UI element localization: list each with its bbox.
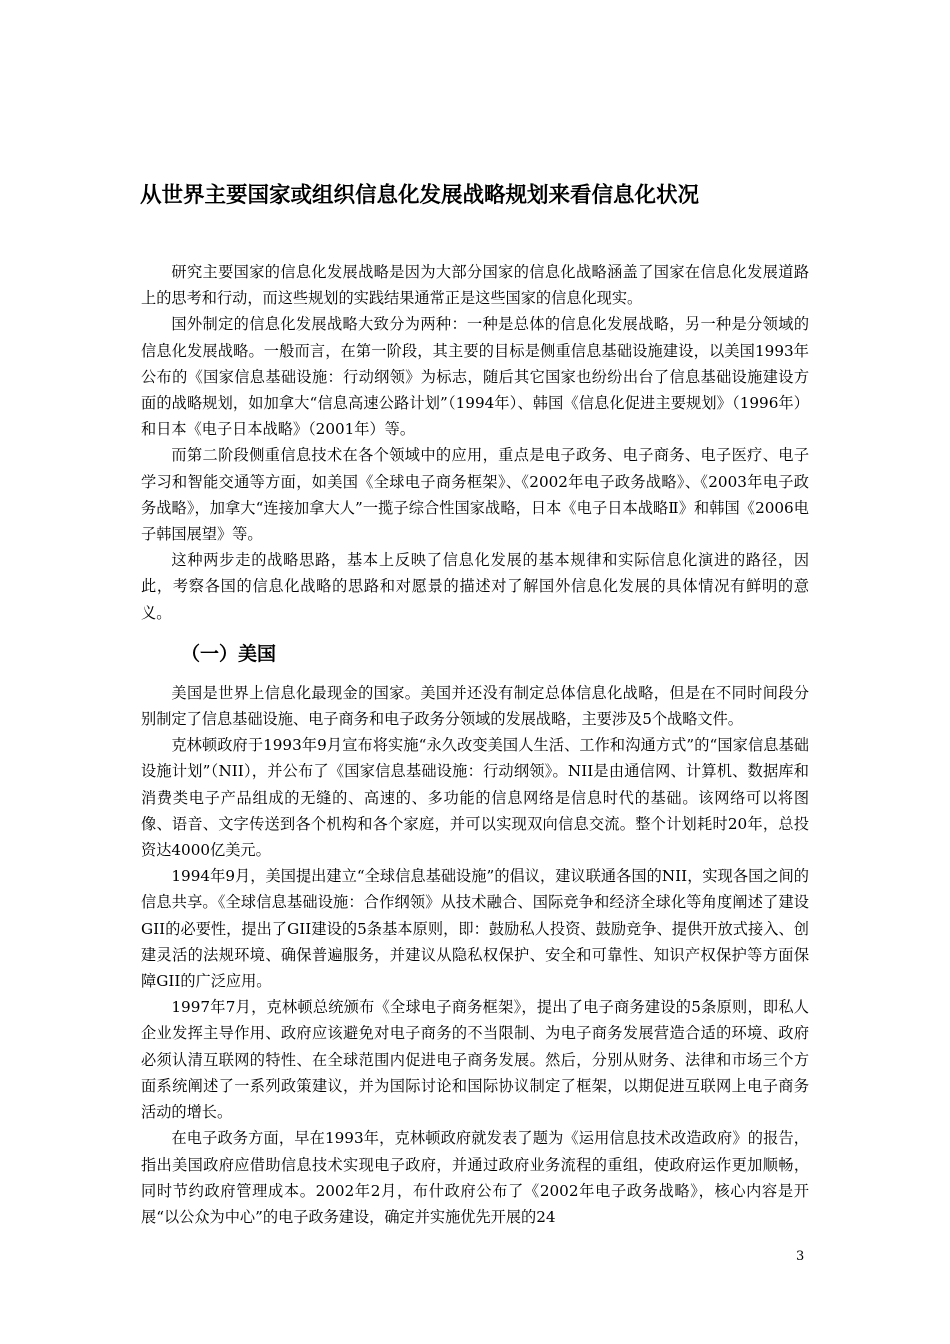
page-number: 3 (796, 1249, 805, 1264)
section-paragraph-2: 克林顿政府于1993年9月宣布将实施“永久改变美国人生活、工作和沟通方式”的“国家信息基础设施计划”（NII），并公布了《国家信息基础设施：行动纲领》。NII是由通信网、计算机、数据库和消费类电子产品组成的无缝的、高速的、多功能的信息网络是信息时代的基础。该网络可以将图像、语音、文字传送到各个机构和各个家庭，并可以实现双向信息交流。整个计划耗时20年，总投资达4000亿美元。 (141, 736, 809, 860)
section-paragraph-4: 1997年7月，克林顿总统颁布《全球电子商务框架》，提出了电子商务建设的5条原则，即私人企业发挥主导作用、政府应该避免对电子商务的不当限制、为电子商务发展营造合适的环境、政府必须认清互联网的特性、在全球范围内促进电子商务发展。然后，分别从财务、法律和市场三个方面系统阐述了一系列政策建议，并为国际讨论和国际协议制定了框架，以期促进互联网上电子商务活动的增长。 (141, 998, 809, 1122)
intro-paragraph-4: 这种两步走的战略思路，基本上反映了信息化发展的基本规律和实际信息化演进的路径，因此，考察各国的信息化战略的思路和对愿景的描述对了解国外信息化发展的具体情况有鲜明的意义。 (141, 551, 809, 622)
section-paragraph-3: 1994年9月，美国提出建立“全球信息基础设施”的倡议，建议联通各国的NII，实现各国之间的信息共享。《全球信息基础设施：合作纲领》从技术融合、国际竞争和经济全球化等角度阐述了建设GII的必要性，提出了GII建设的5条基本原则，即：鼓励私人投资、鼓励竞争、提供开放式接入、创建灵活的法规环境、确保普遍服务，并建议从隐私权保护、安全和可靠性、知识产权保护等方面保障GII的广泛应用。 (141, 867, 809, 991)
section-paragraph-5: 在电子政务方面，早在1993年，克林顿政府就发表了题为《运用信息技术改造政府》的报告，指出美国政府应借助信息技术实现电子政府，并通过政府业务流程的重组，使政府运作更加顺畅，同时节约政府管理成本。2002年2月，布什政府公布了《2002年电子政务战略》，核心内容是开展“以公众为中心”的电子政务建设，确定并实施优先开展的24 (141, 1129, 809, 1226)
section-heading-usa: （一）美国 (181, 642, 277, 665)
intro-paragraph-2: 国外制定的信息化发展战略大致分为两种：一种是总体的信息化发展战略，另一种是分领域的信息化发展战略。一般而言，在第一阶段，其主要的目标是侧重信息基础设施建设，以美国1993年公布的《国家信息基础设施：行动纲领》为标志，随后其它国家也纷纷出台了信息基础设施建设方面的战略规划，如加拿大“信息高速公路计划”（1994年）、韩国《信息化促进主要规划》（1996年）和日本《电子日本战略》（2001年）等。 (141, 315, 809, 439)
section-paragraph-1: 美国是世界上信息化最现金的国家。美国并还没有制定总体信息化战略，但是在不同时间段分别制定了信息基础设施、电子商务和电子政务分领域的发展战略，主要涉及5个战略文件。 (141, 683, 809, 729)
document-body (141, 259, 809, 1230)
intro-paragraph-3: 而第二阶段侧重信息技术在各个领域中的应用，重点是电子政务、电子商务、电子医疗、电子学习和智能交通等方面，如美国《全球电子商务框架》、《2002年电子政务战略》、《2003年电子政务战略》，加拿大“连接加拿大人”一揽子综合性国家战略，日本《电子日本战略Ⅱ》和韩国《2006电子韩国展望》等。 (141, 446, 809, 544)
document-title: 从世界主要国家或组织信息化发展战略规划来看信息化状况 (140, 183, 700, 208)
intro-paragraph-1: 研究主要国家的信息化发展战略是因为大部分国家的信息化战略涵盖了国家在信息化发展道路上的思考和行动，而这些规划的实践结果通常正是这些国家的信息化现实。 (141, 263, 809, 308)
